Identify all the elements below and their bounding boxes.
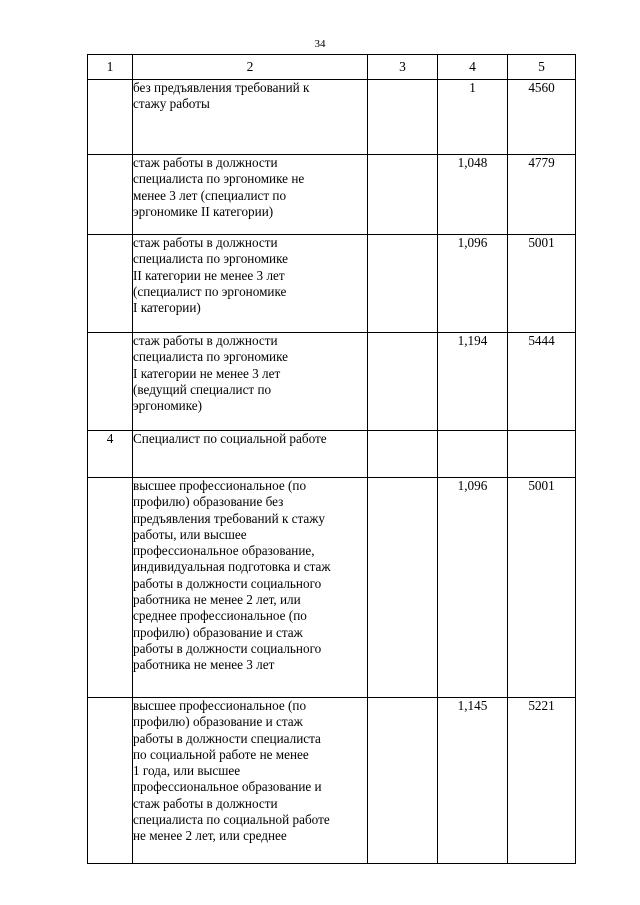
requirement-cell — [133, 155, 368, 235]
coefficient-cell — [438, 431, 508, 478]
requirement-line: (специалист по эргономике — [133, 283, 287, 299]
salary-cell: 5001 — [508, 478, 576, 698]
requirement-line: не менее 2 лет, или среднее — [133, 828, 287, 844]
coefficient-cell: 1,194 — [438, 333, 508, 431]
group-number-cell — [88, 478, 133, 698]
requirement-line: стаж работы в должности — [133, 795, 278, 811]
requirement-line: работы, или высшее — [133, 526, 247, 542]
requirement-cell — [133, 698, 368, 864]
header-cell: 1 — [88, 55, 133, 80]
requirement-line: менее 3 лет (специалист по — [133, 187, 287, 203]
table-row — [88, 235, 576, 333]
requirement-line: I категории) — [133, 300, 201, 316]
empty-cell — [368, 698, 438, 864]
requirement-line: специалиста по эргономике — [133, 251, 289, 267]
header-cell: 3 — [368, 55, 438, 80]
empty-cell — [368, 235, 438, 333]
group-number-cell — [88, 698, 133, 864]
requirement-line: эргономике) — [133, 398, 203, 414]
header-cell: 4 — [438, 55, 508, 80]
requirement-line: стаж работы в должности — [133, 235, 278, 250]
salary-cell: 5221 — [508, 698, 576, 864]
requirement-line: 1 года, или высшее — [133, 763, 241, 779]
coefficient-cell: 1,145 — [438, 698, 508, 864]
empty-cell — [368, 80, 438, 155]
empty-cell — [368, 333, 438, 431]
requirement-line: профилю) образование без — [133, 494, 284, 510]
table-row — [88, 478, 576, 698]
salary-cell: 5444 — [508, 333, 576, 431]
requirement-cell — [133, 333, 368, 431]
requirement-line: стаж работы в должности — [133, 155, 278, 170]
requirement-line: предъявления требований к стажу — [133, 510, 325, 526]
requirement-line: работника не менее 2 лет, или — [133, 592, 301, 608]
salary-cell: 4560 — [508, 80, 576, 155]
salary-cell: 4779 — [508, 155, 576, 235]
requirement-line: специалиста по социальной работе — [133, 812, 330, 828]
group-number-cell — [88, 155, 133, 235]
empty-cell — [368, 431, 438, 478]
requirement-cell — [133, 80, 368, 155]
group-number-cell — [88, 333, 133, 431]
requirement-line: специалиста по эргономике не — [133, 171, 305, 187]
requirement-line: работы в должности социального — [133, 640, 322, 656]
requirement-line: профессиональное образование и — [133, 779, 322, 795]
position-title: Специалист по социальной работе — [133, 431, 327, 446]
requirement-line: I категории не менее 3 лет — [133, 365, 281, 381]
requirement-line: II категории не менее 3 лет — [133, 267, 285, 283]
requirement-cell — [133, 235, 368, 333]
requirement-line: профилю) образование и стаж — [133, 624, 303, 640]
requirement-line: высшее профессиональное (по — [133, 698, 307, 713]
requirement-line: среднее профессиональное (по — [133, 608, 307, 624]
table-row — [88, 155, 576, 235]
header-cell: 5 — [508, 55, 576, 80]
group-number-cell — [88, 80, 133, 155]
requirement-line: стаж работы в должности — [133, 333, 278, 348]
coefficient-cell: 1,096 — [438, 235, 508, 333]
requirement-line: высшее профессиональное (по — [133, 478, 307, 493]
position-title-cell — [133, 431, 368, 478]
table-row — [88, 80, 576, 155]
table-row — [88, 698, 576, 864]
requirement-line: работника не менее 3 лет — [133, 657, 275, 673]
requirement-line: профилю) образование и стаж — [133, 714, 303, 730]
group-number-cell — [88, 235, 133, 333]
requirement-line: эргономике II категории) — [133, 203, 274, 219]
requirement-line: индивидуальная подготовка и стаж — [133, 559, 331, 575]
requirement-line: по социальной работе не менее — [133, 746, 309, 762]
requirement-line: работы в должности социального — [133, 575, 322, 591]
table-row — [88, 333, 576, 431]
requirement-line: работы в должности специалиста — [133, 730, 321, 746]
requirement-line: специалиста по эргономике — [133, 349, 289, 365]
coefficient-cell: 1,048 — [438, 155, 508, 235]
header-cell: 2 — [133, 55, 368, 80]
empty-cell — [368, 478, 438, 698]
coefficient-cell: 1,096 — [438, 478, 508, 698]
requirement-line: (ведущий специалист по — [133, 381, 272, 397]
page-number: 34 — [314, 38, 326, 50]
requirement-cell — [133, 478, 368, 698]
salary-cell: 5001 — [508, 235, 576, 333]
coefficient-cell: 1 — [438, 80, 508, 155]
table-row — [88, 431, 576, 478]
requirement-line: без предъявления требований к — [133, 80, 310, 95]
empty-cell — [368, 155, 438, 235]
table-header-row — [88, 55, 576, 80]
requirement-line: стажу работы — [133, 96, 210, 112]
requirement-line: профессиональное образование, — [133, 543, 315, 559]
group-number-cell: 4 — [88, 431, 133, 478]
salary-cell — [508, 431, 576, 478]
salary-table — [87, 54, 576, 864]
